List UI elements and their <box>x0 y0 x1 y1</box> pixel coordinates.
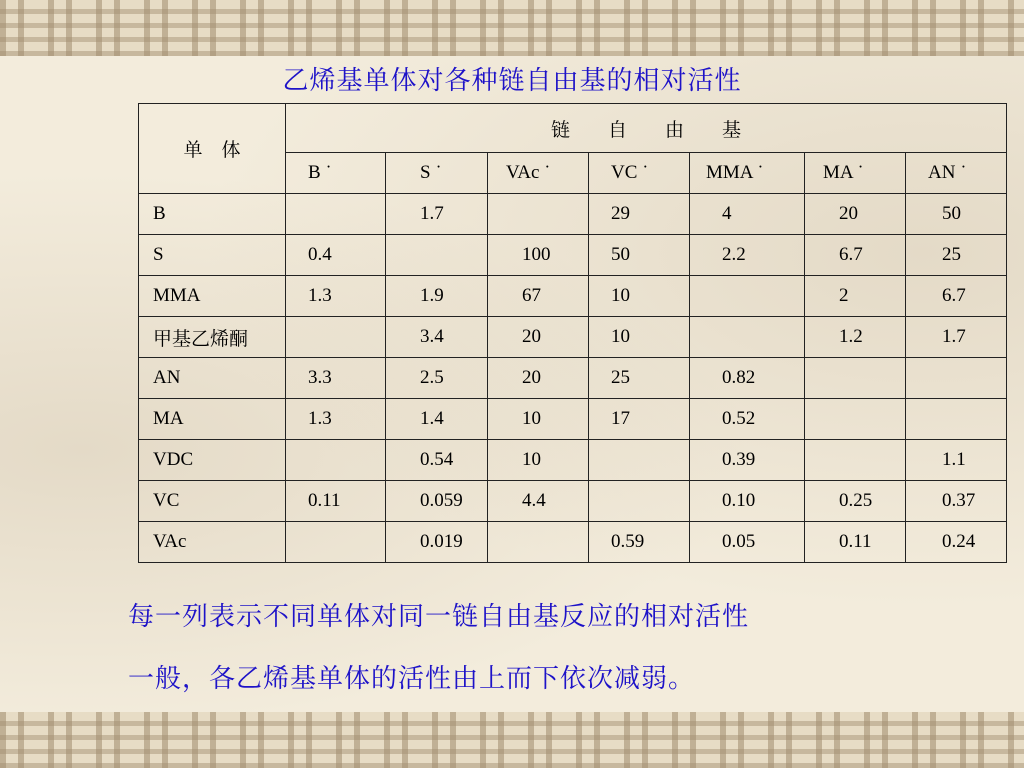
table-cell: 1.7 <box>386 194 488 235</box>
row-monomer-label: S <box>139 235 286 276</box>
table-cell: 0.11 <box>805 522 906 563</box>
table-cell <box>589 440 690 481</box>
table-cell: 50 <box>906 194 1007 235</box>
table-cell: 1.9 <box>386 276 488 317</box>
table-row <box>139 358 1007 399</box>
table-cell: 1.1 <box>906 440 1007 481</box>
table-cell <box>386 235 488 276</box>
table-cell: 0.39 <box>690 440 805 481</box>
table-cell: 0.059 <box>386 481 488 522</box>
table-cell <box>805 399 906 440</box>
table-cell <box>589 481 690 522</box>
table-cell <box>906 399 1007 440</box>
table-row <box>139 194 1007 235</box>
table-cell: 67 <box>488 276 589 317</box>
table-cell: 0.05 <box>690 522 805 563</box>
note-line-2: 一般，各乙烯基单体的活性由上而下依次减弱。 <box>128 664 696 694</box>
table-cell: 0.24 <box>906 522 1007 563</box>
table-cell: 20 <box>488 317 589 358</box>
table-row <box>139 276 1007 317</box>
table-row <box>139 399 1007 440</box>
table-cell <box>805 440 906 481</box>
table-cell: 10 <box>589 276 690 317</box>
table-cell: 2.2 <box>690 235 805 276</box>
table-row <box>139 235 1007 276</box>
monomer-header: 单 体 <box>139 104 286 194</box>
radical-header: 链 自 由 基 <box>286 104 1007 153</box>
table-cell: 10 <box>589 317 690 358</box>
table-row <box>139 440 1007 481</box>
table-row <box>139 481 1007 522</box>
table-cell: 0.4 <box>286 235 386 276</box>
col-header-vac: VAc ˙ <box>488 153 589 194</box>
table-cell: 4 <box>690 194 805 235</box>
slide-title: 乙烯基单体对各种链自由基的相对活性 <box>282 66 742 96</box>
table-cell: 0.10 <box>690 481 805 522</box>
table-cell: 1.3 <box>286 399 386 440</box>
table-cell: 100 <box>488 235 589 276</box>
table-cell <box>488 522 589 563</box>
table-row <box>139 522 1007 563</box>
table-cell <box>286 522 386 563</box>
table-cell: 4.4 <box>488 481 589 522</box>
table-cell: 25 <box>906 235 1007 276</box>
table-cell: 2 <box>805 276 906 317</box>
note-line-1: 每一列表示不同单体对同一链自由基反应的相对活性 <box>128 602 750 632</box>
col-header-mma: MMA ˙ <box>690 153 805 194</box>
row-monomer-label: 甲基乙烯酮 <box>139 317 286 358</box>
row-monomer-label: VDC <box>139 440 286 481</box>
table-cell: 20 <box>805 194 906 235</box>
col-header-vc: VC ˙ <box>589 153 690 194</box>
col-header-b: B ˙ <box>286 153 386 194</box>
table-cell: 6.7 <box>805 235 906 276</box>
table-cell: 3.4 <box>386 317 488 358</box>
table-cell: 1.7 <box>906 317 1007 358</box>
table-cell <box>286 317 386 358</box>
table-cell: 2.5 <box>386 358 488 399</box>
table-cell <box>690 276 805 317</box>
table-cell <box>690 317 805 358</box>
table-cell: 0.11 <box>286 481 386 522</box>
row-monomer-label: VAc <box>139 522 286 563</box>
table-row <box>139 317 1007 358</box>
table-cell: 0.019 <box>386 522 488 563</box>
table-cell: 1.2 <box>805 317 906 358</box>
table-cell: 20 <box>488 358 589 399</box>
reactivity-table <box>138 103 1007 563</box>
table-cell: 10 <box>488 440 589 481</box>
table-cell: 0.54 <box>386 440 488 481</box>
table-cell: 10 <box>488 399 589 440</box>
row-monomer-label: MMA <box>139 276 286 317</box>
decorative-bottom-border <box>0 712 1024 768</box>
decorative-top-border <box>0 0 1024 56</box>
table-cell: 0.82 <box>690 358 805 399</box>
table-cell <box>906 358 1007 399</box>
table-cell: 25 <box>589 358 690 399</box>
table-cell <box>286 194 386 235</box>
table-cell <box>488 194 589 235</box>
table-cell: 50 <box>589 235 690 276</box>
table-cell: 0.59 <box>589 522 690 563</box>
table-cell: 0.25 <box>805 481 906 522</box>
table-cell: 1.4 <box>386 399 488 440</box>
table-cell: 6.7 <box>906 276 1007 317</box>
col-header-ma: MA ˙ <box>805 153 906 194</box>
table-cell: 3.3 <box>286 358 386 399</box>
table-header-row <box>139 104 1007 153</box>
row-monomer-label: MA <box>139 399 286 440</box>
col-header-an: AN ˙ <box>906 153 1007 194</box>
table-cell <box>286 440 386 481</box>
table-cell: 0.52 <box>690 399 805 440</box>
table-cell: 17 <box>589 399 690 440</box>
row-monomer-label: B <box>139 194 286 235</box>
row-monomer-label: AN <box>139 358 286 399</box>
table-cell: 0.37 <box>906 481 1007 522</box>
table-cell <box>805 358 906 399</box>
table-cell: 1.3 <box>286 276 386 317</box>
table-cell: 29 <box>589 194 690 235</box>
row-monomer-label: VC <box>139 481 286 522</box>
col-header-s: S ˙ <box>386 153 488 194</box>
